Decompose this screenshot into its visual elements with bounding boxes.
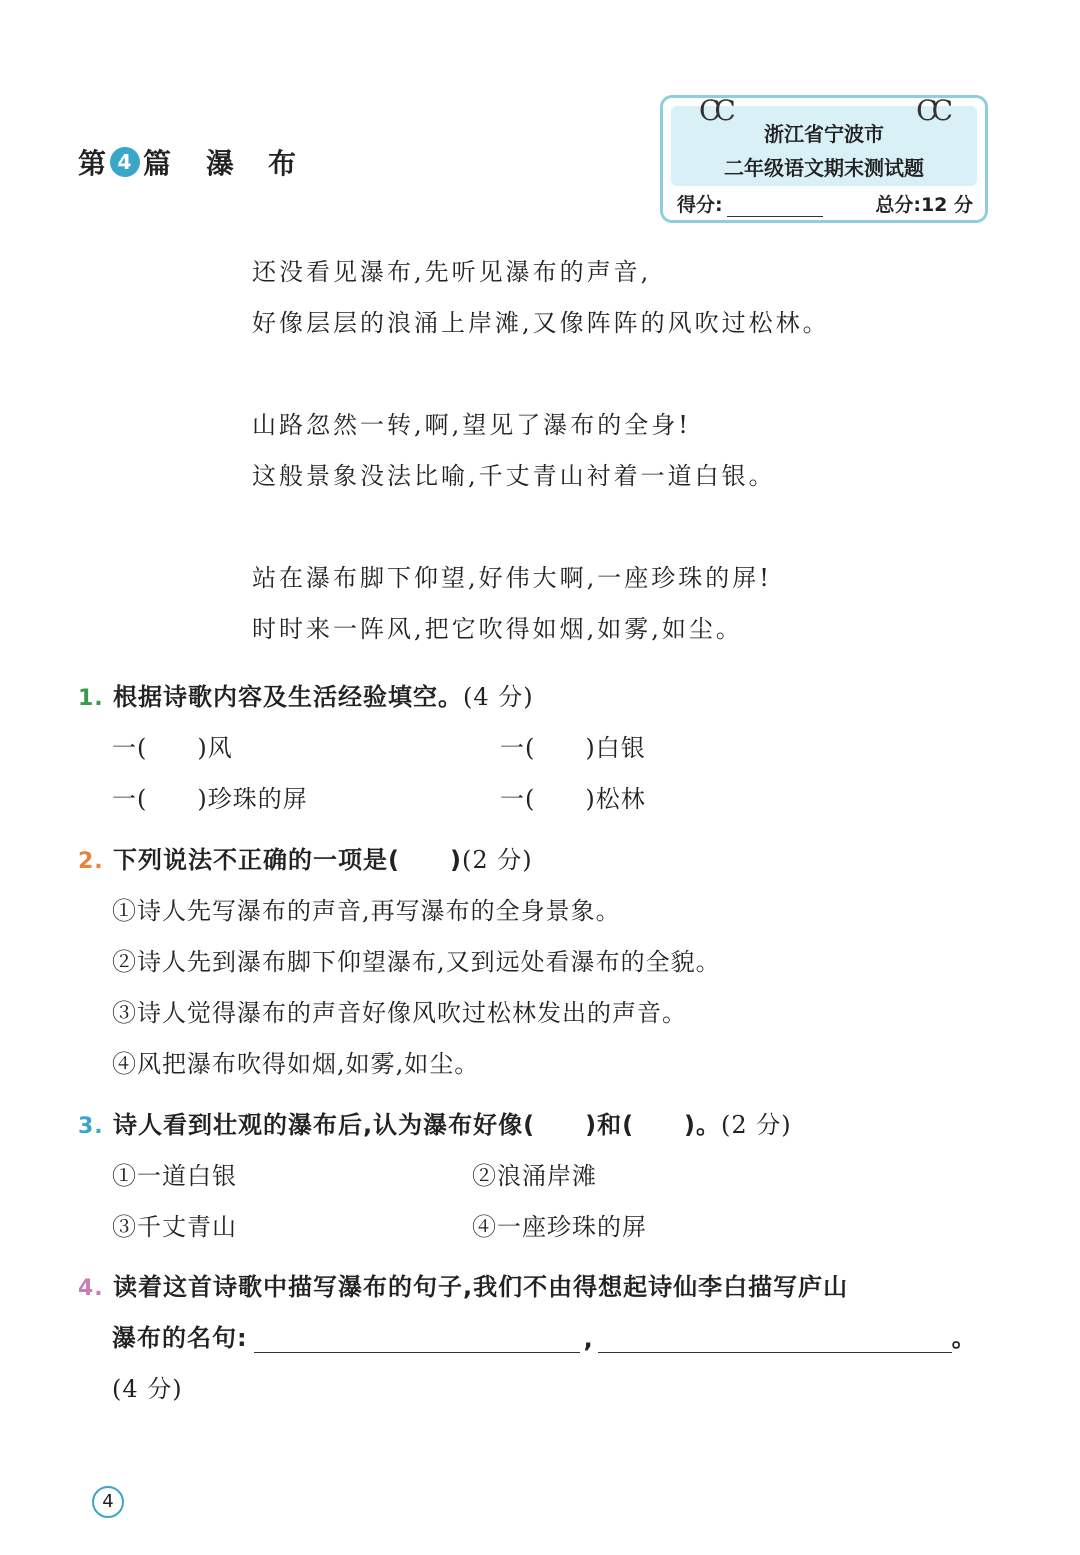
answer-blank-2[interactable] <box>598 1328 952 1353</box>
question-4-answer-line <box>112 1318 977 1353</box>
question-1-points: (4 分) <box>463 683 534 711</box>
q2-option[interactable]: ④风把瀑布吹得如烟,如雾,如尘。 <box>112 1050 480 1078</box>
q2-option[interactable]: ①诗人先写瀑布的声音,再写瀑布的全身景象。 <box>112 897 621 925</box>
left-quote-icon: CC <box>699 94 730 127</box>
section-title <box>78 142 330 182</box>
question-4-points: (4 分) <box>112 1375 183 1403</box>
question-1-number: 1. <box>78 686 104 711</box>
q3-option[interactable]: ④一座珍珠的屏 <box>472 1213 647 1241</box>
question-2-title <box>78 840 533 875</box>
question-4-title <box>78 1267 848 1302</box>
q1-blank-item[interactable]: 一( )松林 <box>500 785 646 813</box>
source-box-inner <box>671 94 977 186</box>
right-quote-icon: CC <box>916 94 947 127</box>
comma: , <box>583 1325 594 1353</box>
question-1-title <box>78 677 534 712</box>
score-blank[interactable] <box>727 198 823 217</box>
question-4-text: 读着这首诗歌中描写瀑布的句子,我们不由得想起诗仙李白描写庐山 <box>113 1273 849 1301</box>
question-4-number: 4. <box>78 1276 104 1301</box>
q3-option[interactable]: ③千丈青山 <box>112 1213 237 1241</box>
poem-line: 还没看见瀑布,先听见瀑布的声音, <box>252 258 652 286</box>
question-3-title <box>78 1105 792 1140</box>
poem-title: 瀑布 <box>206 147 331 180</box>
question-1-text: 根据诗歌内容及生活经验填空。 <box>113 683 464 711</box>
question-4-text-cont: 瀑布的名句: <box>112 1324 248 1352</box>
question-2-number: 2. <box>78 849 104 874</box>
question-3-points: (2 分) <box>721 1111 792 1139</box>
poem-line: 站在瀑布脚下仰望,好伟大啊,一座珍珠的屏! <box>252 564 772 592</box>
total-score: 总分:12 分 <box>875 194 973 216</box>
poem-line: 这般景象没法比喻,千丈青山衬着一道白银。 <box>252 462 776 490</box>
page-number: 4 <box>92 1486 124 1518</box>
question-3-text: 诗人看到壮观的瀑布后,认为瀑布好像( )和( )。 <box>113 1111 722 1139</box>
score-row <box>677 190 973 217</box>
poem-line: 好像层层的浪涌上岸滩,又像阵阵的风吹过松林。 <box>252 309 830 337</box>
question-2-points: (2 分) <box>461 846 533 874</box>
source-region: 浙江省宁波市 <box>764 122 884 146</box>
source-exam: 二年级语文期末测试题 <box>724 156 924 180</box>
question-3-number: 3. <box>78 1114 104 1139</box>
score-label: 得分: <box>677 194 723 216</box>
title-prefix: 第 <box>78 147 108 180</box>
period: 。 <box>951 1324 977 1352</box>
section-number-badge: 4 <box>110 147 140 177</box>
poem-line: 时时来一阵风,把它吹得如烟,如雾,如尘。 <box>252 615 743 643</box>
source-box <box>660 95 988 223</box>
q3-option[interactable]: ①一道白银 <box>112 1162 237 1190</box>
q3-option[interactable]: ②浪涌岸滩 <box>472 1162 597 1190</box>
q1-blank-item[interactable]: 一( )白银 <box>500 734 646 762</box>
score-field[interactable] <box>677 190 823 217</box>
title-suffix: 篇 <box>143 147 173 180</box>
poem-line: 山路忽然一转,啊,望见了瀑布的全身! <box>252 411 691 439</box>
q1-blank-item[interactable]: 一( )风 <box>112 734 233 762</box>
q2-option[interactable]: ②诗人先到瀑布脚下仰望瀑布,又到远处看瀑布的全貌。 <box>112 948 721 976</box>
answer-blank-1[interactable] <box>254 1328 580 1353</box>
question-2-text: 下列说法不正确的一项是( ) <box>113 846 462 874</box>
q1-blank-item[interactable]: 一( )珍珠的屏 <box>112 785 308 813</box>
q2-option[interactable]: ③诗人觉得瀑布的声音好像风吹过松林发出的声音。 <box>112 999 687 1027</box>
